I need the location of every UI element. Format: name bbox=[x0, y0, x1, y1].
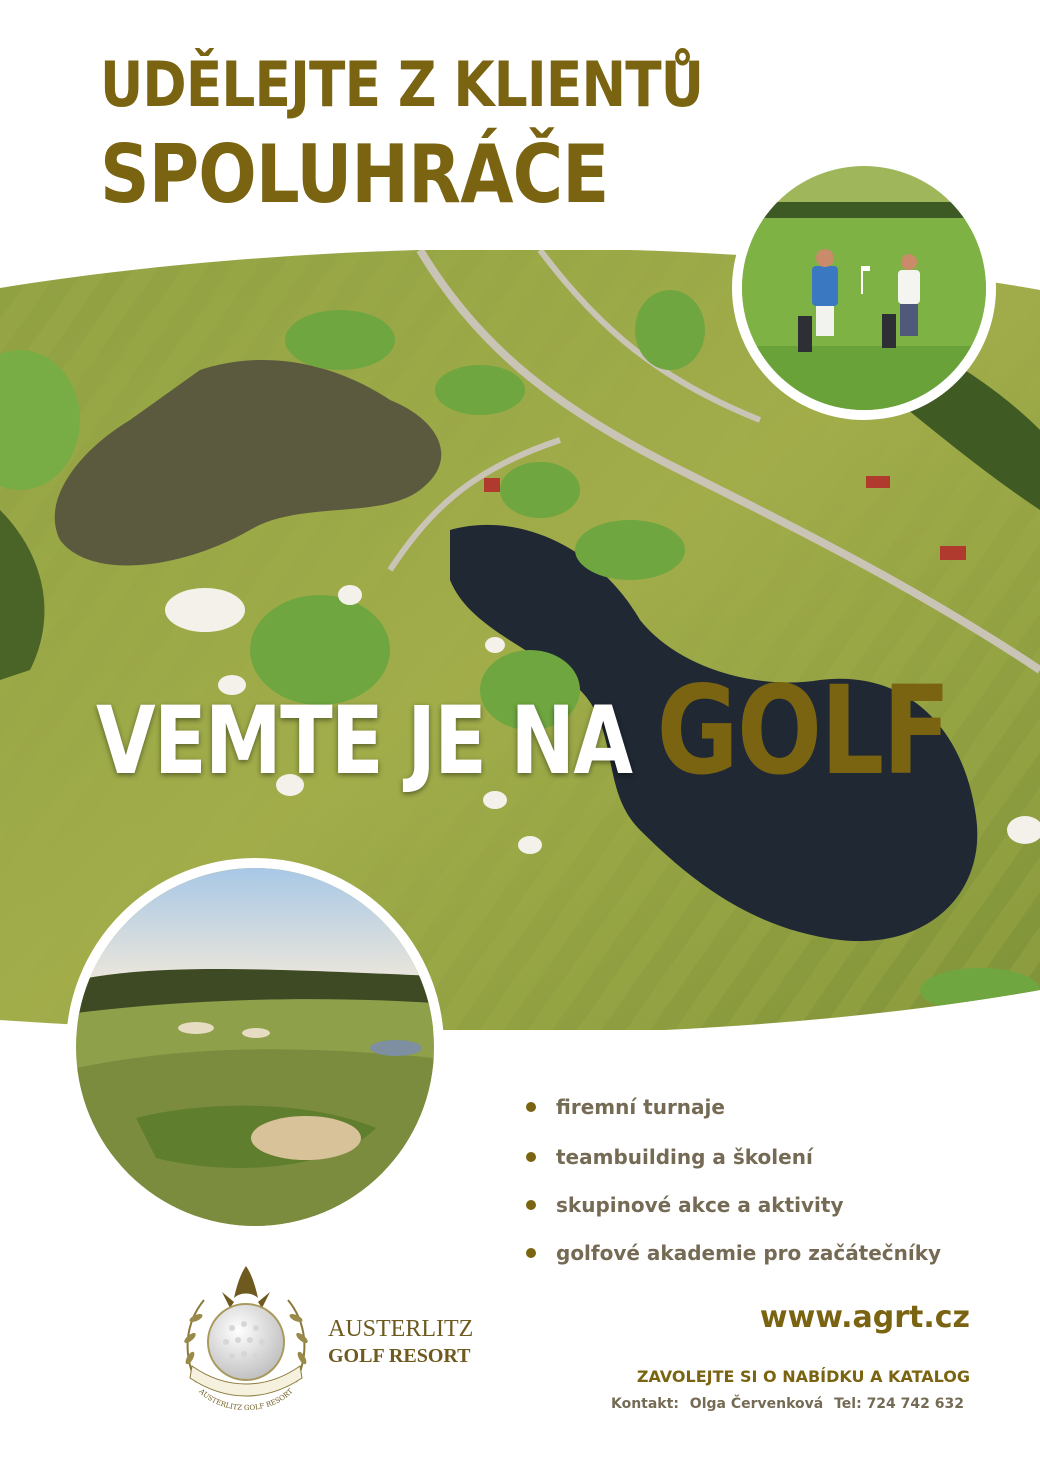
contact-label: Kontakt: bbox=[610, 1396, 679, 1412]
logo-ring-text: AUSTERLITZ GOLF RESORT bbox=[197, 1387, 295, 1412]
list-item: skupinové akce a aktivity bbox=[522, 1188, 941, 1236]
bullet-dot-icon bbox=[526, 1200, 536, 1210]
headline-line-1: UDĚLEJTE Z KLIENTŮ bbox=[100, 48, 704, 121]
list-item: teambuilding a školení bbox=[522, 1140, 941, 1188]
contact-phone[interactable]: Tel: 724 742 632 bbox=[834, 1396, 964, 1412]
contact-line bbox=[611, 1396, 970, 1412]
tagline-white-text: VEMTE JE NA bbox=[96, 687, 657, 796]
fairway-photo bbox=[76, 868, 434, 1226]
austerlitz-golf-resort-logo bbox=[176, 1262, 496, 1412]
contact-person: Olga Červenková bbox=[689, 1396, 824, 1412]
list-item: firemní turnaje bbox=[522, 1090, 941, 1138]
bullet-dot-icon bbox=[526, 1102, 536, 1112]
headline-line-2: SPOLUHRÁČE bbox=[100, 128, 609, 221]
bullet-dot-icon bbox=[526, 1152, 536, 1162]
fairway-photo-circle bbox=[66, 858, 444, 1236]
logo-name-line-1: AUSTERLITZ bbox=[328, 1316, 474, 1342]
services-list bbox=[522, 1090, 941, 1284]
tagline bbox=[96, 660, 949, 802]
call-to-action: ZAVOLEJTE SI O NABÍDKU A KATALOG bbox=[636, 1367, 970, 1386]
list-item: golfové akademie pro začátečníky bbox=[522, 1236, 941, 1284]
bullet-dot-icon bbox=[526, 1248, 536, 1258]
website-link[interactable]: www.agrt.cz bbox=[759, 1300, 970, 1335]
logo-name-line-2: GOLF RESORT bbox=[328, 1345, 471, 1367]
golfers-photo-circle bbox=[732, 156, 996, 420]
golfers-photo bbox=[742, 166, 986, 410]
tagline-accent-text: GOLF bbox=[656, 660, 950, 802]
